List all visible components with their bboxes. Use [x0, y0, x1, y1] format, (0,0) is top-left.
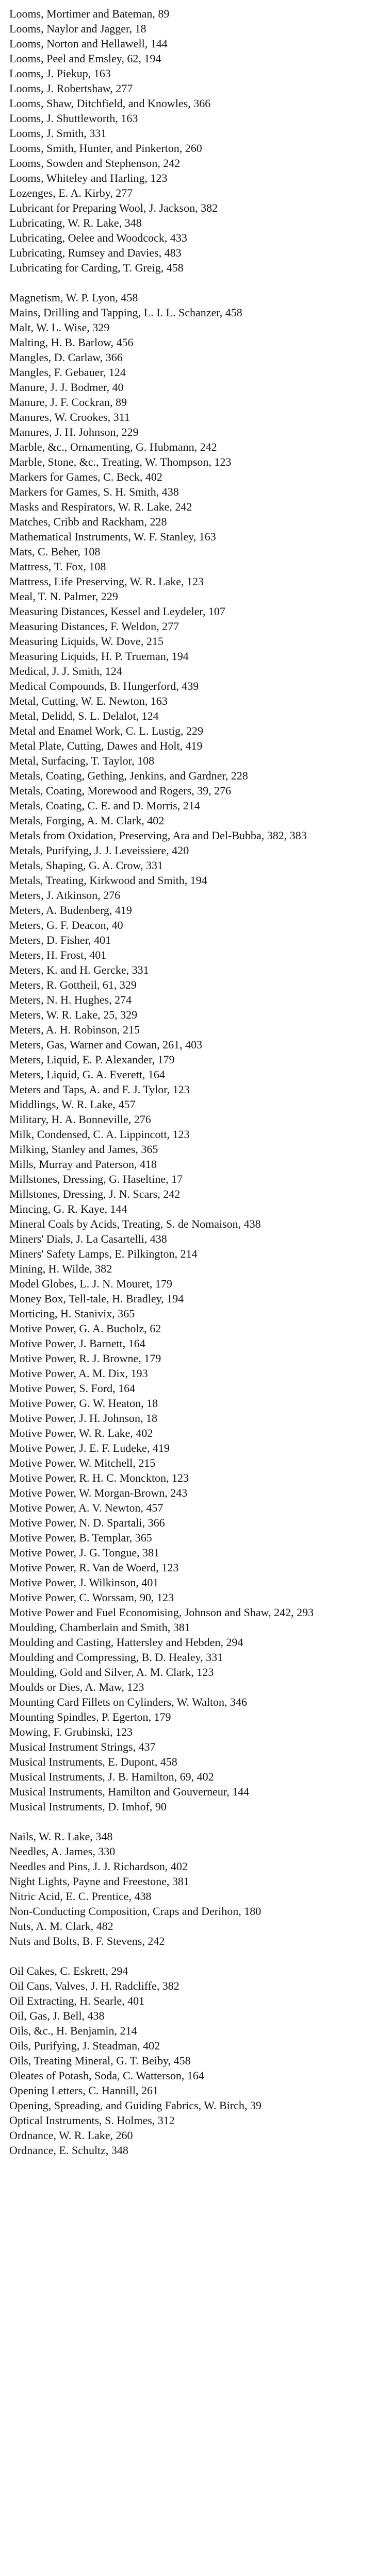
- index-entry: Lubricating, Rumsey and Davies, 483: [9, 246, 182, 259]
- index-entry: Motive Power, C. Worssam, 90, 123: [9, 1591, 174, 1604]
- index-entry: Measuring Liquids, W. Dove, 215: [9, 635, 164, 648]
- index-entry: Mowing, F. Grubinski, 123: [9, 1725, 133, 1738]
- index-entry: Measuring Liquids, H. P. Trueman, 194: [9, 650, 189, 663]
- index-entry: Looms, Whiteley and Harling, 123: [9, 172, 168, 184]
- index-entry: Measuring Distances, F. Weldon, 277: [9, 620, 179, 633]
- index-entry: Oils, Treating Mineral, G. T. Beiby, 458: [9, 2054, 191, 2067]
- index-entry: Oils, Purifying, J. Steadman, 402: [9, 2039, 160, 2052]
- index-entry: Motive Power, A. V. Newton, 457: [9, 1501, 164, 1514]
- index-entry: Malting, H. B. Barlow, 456: [9, 336, 134, 349]
- index-entry: Meters, Liquid, G. A. Everett, 164: [9, 1068, 165, 1081]
- index-entry: Lubricating for Carding, T. Greig, 458: [9, 261, 184, 274]
- index-entry: Metals, Shaping, G. A. Crow, 331: [9, 859, 164, 872]
- index-entry: Middlings, W. R. Lake, 457: [9, 1098, 136, 1111]
- index-entry: Oil, Gas, J. Bell, 438: [9, 2009, 105, 2022]
- index-entry: Lubricating, W. R. Lake, 348: [9, 216, 142, 229]
- index-entry: Motive Power, J. Wilkinson, 401: [9, 1576, 159, 1589]
- index-entry: Morticing, H. Stanivix, 365: [9, 1307, 135, 1320]
- index-entry: Moulding, Gold and Silver, A. M. Clark, 123: [9, 1666, 214, 1679]
- index-entry: Meters, W. R. Lake, 25, 329: [9, 1008, 138, 1021]
- index-entry: Nuts, A. M. Clark, 482: [9, 1920, 113, 1933]
- index-entry: Marble, Stone, &c., Treating, W. Thompson, 123: [9, 455, 232, 468]
- index-entry: Mats, C. Beher, 108: [9, 545, 101, 558]
- index-entry: Metals, Coating, Gething, Jenkins, and Gardner, 228: [9, 769, 248, 782]
- index-entry: Metals from Oxidation, Preserving, Ara and Del-Bubba, 382, 383: [9, 829, 307, 842]
- index-entry: Metal Plate, Cutting, Dawes and Holt, 419: [9, 739, 203, 752]
- index-entry: Metals, Treating, Kirkwood and Smith, 194: [9, 874, 207, 887]
- index-entry: Mains, Drilling and Tapping, L. I. L. Schanzer, 458: [9, 306, 242, 319]
- index-entry: Meters, H. Frost, 401: [9, 948, 107, 961]
- index-entry: Metal and Enamel Work, C. L. Lustig, 229: [9, 724, 204, 737]
- index-list: [9, 6, 385, 2158]
- index-entry: Looms, J. Shuttleworth, 163: [9, 112, 138, 125]
- index-entry: Magnetism, W. P. Lyon, 458: [9, 291, 138, 304]
- index-entry: Manures, J. H. Johnson, 229: [9, 426, 139, 438]
- index-entry: Mincing, G. R. Kaye, 144: [9, 1202, 127, 1215]
- index-entry: Miners' Safety Lamps, E. Pilkington, 214: [9, 1247, 198, 1260]
- index-entry: Looms, J. Smith, 331: [9, 127, 107, 140]
- index-entry: Mineral Coals by Acids, Treating, S. de Nomaison, 438: [9, 1217, 261, 1230]
- index-entry: Motive Power, W. Morgan-Brown, 243: [9, 1486, 188, 1499]
- index-entry: Looms, Norton and Hellawell, 144: [9, 37, 168, 50]
- index-entry: Looms, J. Piekup, 163: [9, 67, 111, 80]
- index-entry: Mangles, F. Gebauer, 124: [9, 366, 126, 379]
- index-entry: Masks and Respirators, W. R. Lake, 242: [9, 500, 192, 513]
- index-entry: Motive Power, J. E. F. Ludeke, 419: [9, 1442, 170, 1454]
- index-entry: Mangles, D. Carlaw, 366: [9, 351, 123, 364]
- index-entry: Needles, A. James, 330: [9, 1845, 116, 1858]
- index-entry: Oleates of Potash, Soda, C. Watterson, 164: [9, 2069, 204, 2082]
- index-entry: Markers for Games, S. H. Smith, 438: [9, 485, 179, 498]
- index-entry: Ordnance, W. R. Lake, 260: [9, 2129, 133, 2142]
- index-entry: Motive Power, W. R. Lake, 402: [9, 1427, 153, 1439]
- index-entry: Metals, Coating, C. E. and D. Morris, 214: [9, 799, 200, 812]
- index-entry: Mattress, Life Preserving, W. R. Lake, 123: [9, 575, 204, 588]
- index-entry: Motive Power, N. D. Spartali, 366: [9, 1516, 165, 1529]
- index-entry: Motive Power, G. W. Heaton, 18: [9, 1397, 158, 1410]
- index-entry: Metal, Cutting, W. E. Newton, 163: [9, 694, 168, 707]
- index-entry: Meters, K. and H. Gercke, 331: [9, 963, 149, 976]
- index-entry: Nitric Acid, E. C. Prentice, 438: [9, 1890, 152, 1903]
- index-entry: Looms, Mortimer and Bateman, 89: [9, 7, 170, 20]
- index-entry: Musical Instrument Strings, 437: [9, 1740, 156, 1753]
- index-entry: Looms, Shaw, Ditchfield, and Knowles, 366: [9, 97, 211, 110]
- index-entry: Meters, R. Gottheil, 61, 329: [9, 978, 137, 991]
- index-entry: Meters, D. Fisher, 401: [9, 934, 111, 946]
- index-entry: Money Box, Tell-tale, H. Bradley, 194: [9, 1292, 184, 1305]
- index-entry: Moulding and Compressing, B. D. Healey, 331: [9, 1651, 223, 1664]
- index-entry: Matches, Cribb and Rackham, 228: [9, 515, 167, 528]
- index-entry: Milk, Condensed, C. A. Lippincott, 123: [9, 1128, 190, 1141]
- index-entry: Moulds or Dies, A. Maw, 123: [9, 1681, 144, 1693]
- index-entry: Optical Instruments, S. Holmes, 312: [9, 2114, 175, 2127]
- index-entry: Moulding, Chamberlain and Smith, 381: [9, 1621, 190, 1634]
- index-entry: Meal, T. N. Palmer, 229: [9, 590, 118, 603]
- index-entry: Meters, Liquid, E. P. Alexander, 179: [9, 1053, 175, 1066]
- index-entry: Moulding and Casting, Hattersley and Hebden, 294: [9, 1636, 243, 1649]
- index-entry: Looms, Sowden and Stephenson, 242: [9, 157, 181, 170]
- index-entry: Motive Power, R. H. C. Monckton, 123: [9, 1471, 189, 1484]
- index-entry: Musical Instruments, E. Dupont, 458: [9, 1755, 177, 1768]
- index-entry: Military, H. A. Bonneville, 276: [9, 1113, 151, 1126]
- index-entry: Meters, Gas, Warner and Cowan, 261, 403: [9, 1038, 203, 1051]
- index-entry: Meters, A. Budenberg, 419: [9, 904, 132, 917]
- index-entry: Meters, A. H. Robinson, 215: [9, 1023, 140, 1036]
- index-entry: Motive Power, R. J. Browne, 179: [9, 1352, 161, 1365]
- index-entry: Lubricant for Preparing Wool, J. Jackson, 382: [9, 201, 218, 214]
- index-entry: Nuts and Bolts, B. F. Stevens, 242: [9, 1935, 165, 1947]
- index-entry: Manure, J. J. Bodmer, 40: [9, 381, 124, 394]
- index-entry: Motive Power, J. H. Johnson, 18: [9, 1412, 157, 1425]
- index-entry: Meters, G. F. Deacon, 40: [9, 919, 123, 931]
- index-entry: Miners' Dials, J. La Casartelli, 438: [9, 1232, 167, 1245]
- index-entry: Mounting Card Fillets on Cylinders, W. Walton, 346: [9, 1696, 248, 1708]
- index-entry: Mattress, T. Fox, 108: [9, 560, 106, 573]
- index-entry: Millstones, Dressing, G. Haseltine, 17: [9, 1173, 183, 1185]
- index-entry: Medical Compounds, B. Hungerford, 439: [9, 680, 199, 692]
- section-gap: [9, 275, 385, 290]
- index-entry: Motive Power, A. M. Dix, 193: [9, 1367, 148, 1380]
- index-entry: Oil Cakes, C. Eskrett, 294: [9, 1964, 128, 1977]
- index-entry: Opening, Spreading, and Guiding Fabrics, W. Birch, 39: [9, 2099, 262, 2112]
- index-entry: Mining, H. Wilde, 382: [9, 1262, 112, 1275]
- index-entry: Model Globes, L. J. N. Mouret, 179: [9, 1277, 172, 1290]
- index-entry: Malt, W. L. Wise, 329: [9, 321, 110, 334]
- index-entry: Metal, Delidd, S. L. Delalot, 124: [9, 709, 159, 722]
- index-entry: Marble, &c., Ornamenting, G. Hubmann, 242: [9, 440, 217, 453]
- index-entry: Meters, J. Atkinson, 276: [9, 889, 121, 902]
- index-entry: Motive Power and Fuel Economising, Johnson and Shaw, 242, 293: [9, 1606, 314, 1619]
- index-entry: Lozenges, E. A. Kirby, 277: [9, 187, 133, 199]
- index-entry: Mounting Spindles, P. Egerton, 179: [9, 1710, 171, 1723]
- index-entry: Medical, J. J. Smith, 124: [9, 665, 122, 677]
- index-entry: Metals, Forging, A. M. Clark, 402: [9, 814, 165, 827]
- index-entry: Musical Instruments, Hamilton and Gouverneur, 144: [9, 1785, 250, 1798]
- index-entry: Oil Cans, Valves, J. H. Radcliffe, 382: [9, 1979, 179, 1992]
- index-entry: Lubricating, Oelee and Woodcock, 433: [9, 231, 187, 244]
- index-entry: Musical Instruments, D. Imhof, 90: [9, 1800, 167, 1813]
- index-entry: Milking, Stanley and James, 365: [9, 1143, 158, 1156]
- index-entry: Manure, J. F. Cockran, 89: [9, 396, 127, 409]
- index-entry: Meters and Taps, A. and F. J. Tylor, 123: [9, 1083, 190, 1096]
- index-entry: Millstones, Dressing, J. N. Scars, 242: [9, 1188, 181, 1200]
- index-entry: Nails, W. R. Lake, 348: [9, 1830, 113, 1843]
- index-entry: Non-Conducting Composition, Craps and Derihon, 180: [9, 1905, 262, 1918]
- index-entry: Oil Extracting, H. Searle, 401: [9, 1994, 145, 2007]
- index-entry: Motive Power, B. Templar, 365: [9, 1531, 152, 1544]
- index-entry: Markers for Games, C. Beck, 402: [9, 470, 162, 483]
- index-entry: Manures, W. Crookes, 311: [9, 411, 130, 423]
- index-entry: Metal, Surfacing, T. Taylor, 108: [9, 754, 155, 767]
- index-entry: Meters, N. H. Hughes, 274: [9, 993, 132, 1006]
- index-entry: Ordnance, E. Schultz, 348: [9, 2144, 128, 2157]
- section-gap: [9, 1948, 385, 1963]
- index-entry: Metals, Coating, Morewood and Rogers, 39, 276: [9, 784, 232, 797]
- index-entry: Motive Power, S. Ford, 164: [9, 1382, 136, 1395]
- index-entry: Metals, Purifying, J. J. Leveissiere, 420: [9, 844, 189, 857]
- section-gap: [9, 1814, 385, 1829]
- index-entry: Motive Power, W. Mitchell, 215: [9, 1456, 156, 1469]
- index-entry: Measuring Distances, Kessel and Leydeler, 107: [9, 605, 225, 618]
- index-entry: Night Lights, Payne and Freestone, 381: [9, 1875, 189, 1888]
- index-entry: Needles and Pins, J. J. Richardson, 402: [9, 1860, 188, 1873]
- index-entry: Motive Power, R. Van de Woerd, 123: [9, 1561, 179, 1574]
- index-entry: Looms, Peel and Emsley, 62, 194: [9, 52, 161, 65]
- index-entry: Oils, &c., H. Benjamin, 214: [9, 2024, 137, 2037]
- index-entry: Motive Power, J. Barnett, 164: [9, 1337, 145, 1350]
- index-entry: Looms, Smith, Hunter, and Pinkerton, 260: [9, 142, 202, 155]
- index-entry: Mathematical Instruments, W. F. Stanley, 163: [9, 530, 216, 543]
- index-entry: Motive Power, J. G. Tongue, 381: [9, 1546, 160, 1559]
- index-entry: Motive Power, G. A. Bucholz, 62: [9, 1322, 161, 1335]
- index-entry: Looms, J. Robertshaw, 277: [9, 82, 133, 95]
- index-entry: Mills, Murray and Paterson, 418: [9, 1158, 157, 1171]
- index-entry: Opening Letters, C. Hannill, 261: [9, 2084, 159, 2097]
- index-entry: Looms, Naylor and Jagger, 18: [9, 22, 146, 35]
- index-entry: Musical Instruments, J. B. Hamilton, 69, 402: [9, 1770, 214, 1783]
